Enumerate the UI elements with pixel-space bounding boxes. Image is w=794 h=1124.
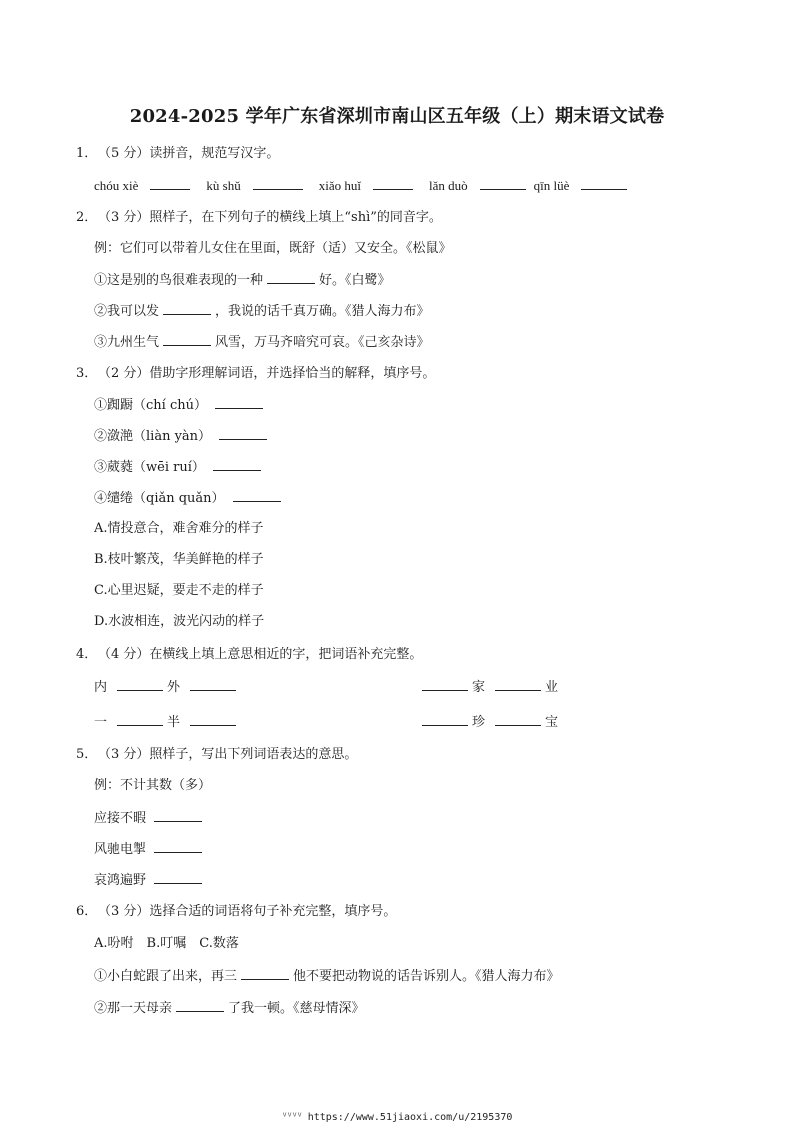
answer-blank[interactable]	[581, 176, 627, 190]
pinyin-item: chóu xiè	[94, 178, 139, 193]
question-3-prompt: 3．（2 分）借助字形理解词语，并选择恰当的解释，填序号。	[76, 364, 435, 384]
option-item: A.情投意合，难舍难分的样子	[94, 521, 264, 536]
question-2-prompt: 2．（3 分）照样子，在下列句子的横线上填上“shì”的同音字。	[76, 208, 442, 228]
answer-blank[interactable]	[267, 270, 315, 284]
option-item: D.水波相连，波光闪动的样子	[94, 614, 265, 629]
word-item: ③葳蕤（wēi ruí）	[94, 457, 265, 478]
answer-blank[interactable]	[219, 426, 267, 440]
word-fill-left: 内 外	[94, 677, 240, 698]
sentence-item: ②那一天母亲 了我一顿。《慈母情深》	[94, 998, 365, 1019]
question-6-prompt: 6．（3 分）选择合适的词语将句子补充完整，填序号。	[76, 902, 396, 922]
answer-blank[interactable]	[213, 457, 261, 471]
question-number: 5．	[76, 747, 98, 762]
example-text: 例：它们可以带着儿女住在里面，既舒（适）又安全。《松鼠》	[94, 241, 452, 256]
option-item: C.心里迟疑，要走不走的样子	[94, 583, 264, 598]
page-title: 2024-2025 学年广东省深圳市南山区五年级（上）期末语文试卷	[129, 106, 665, 127]
watermark-mark: ⱽⱽⱽⱽ	[281, 1112, 302, 1123]
answer-blank[interactable]	[495, 712, 541, 726]
answer-blank[interactable]	[422, 677, 468, 691]
footer-watermark	[0, 1112, 794, 1123]
idiom-item: 哀鸿遍野	[94, 870, 206, 891]
answer-blank[interactable]	[154, 839, 202, 853]
answer-blank[interactable]	[190, 712, 236, 726]
word-item: ④缱绻（qiǎn quǎn）	[94, 488, 285, 509]
answer-blank[interactable]	[215, 395, 263, 409]
word-item: ①踟蹰（chí chú）	[94, 395, 267, 416]
pinyin-row	[94, 176, 631, 196]
answer-blank[interactable]	[163, 332, 211, 346]
answer-blank[interactable]	[117, 677, 163, 691]
answer-blank[interactable]	[495, 677, 541, 691]
answer-blank[interactable]	[154, 808, 202, 822]
pinyin-item: lǎn duò	[428, 178, 468, 193]
answer-blank[interactable]	[154, 870, 202, 884]
example-text: 例：不计其数（多）	[94, 778, 212, 793]
answer-blank[interactable]	[241, 966, 289, 980]
question-number: 1．	[76, 146, 98, 161]
answer-blank[interactable]	[373, 176, 413, 190]
question-number: 3．	[76, 366, 98, 381]
question-5-prompt: 5．（3 分）照样子，写出下列词语表达的意思。	[76, 745, 357, 765]
question-number: 4．	[76, 647, 98, 662]
idiom-item: 风驰电掣	[94, 839, 206, 860]
option-item: B.枝叶繁茂，华美鲜艳的样子	[94, 552, 264, 567]
pinyin-item: kù shǔ	[206, 178, 241, 193]
word-fill-right: 家 业	[422, 677, 558, 698]
answer-blank[interactable]	[253, 176, 303, 190]
word-item: ②潋滟（liàn yàn）	[94, 426, 271, 447]
answer-blank[interactable]	[480, 176, 526, 190]
pinyin-item: qīn lüè	[533, 178, 570, 193]
question-number: 6．	[76, 904, 98, 919]
pinyin-item: xiǎo huǐ	[318, 178, 361, 193]
answer-blank[interactable]	[422, 712, 468, 726]
answer-blank[interactable]	[233, 488, 281, 502]
footer-link[interactable]: https://www.51jiaoxi.com/u/2195370	[307, 1112, 513, 1123]
answer-blank[interactable]	[163, 301, 211, 315]
question-4-prompt: 4．（4 分）在横线上填上意思相近的字，把词语补充完整。	[76, 645, 422, 665]
answer-blank[interactable]	[176, 998, 224, 1012]
answer-blank[interactable]	[117, 712, 163, 726]
question-number: 2．	[76, 210, 98, 225]
word-fill-right: 珍 宝	[422, 712, 558, 733]
question-1-prompt: 1．（5 分）读拼音，规范写汉字。	[76, 144, 279, 164]
idiom-item: 应接不暇	[94, 808, 206, 829]
answer-blank[interactable]	[150, 176, 190, 190]
sentence-item: ①这是别的鸟很难表现的一种 好。《白鹭》	[94, 270, 391, 291]
answer-blank[interactable]	[190, 677, 236, 691]
word-fill-left: 一 半	[94, 712, 240, 733]
option-list: A.吩咐 B.叮嘱 C.数落	[94, 936, 239, 951]
sentence-item: ②我可以发 ，我说的话千真万确。《猎人海力布》	[94, 301, 430, 322]
sentence-item: ③九州生气 风雪，万马齐喑究可哀。《己亥杂诗》	[94, 332, 430, 353]
sentence-item: ①小白蛇跟了出来，再三 他不要把动物说的话告诉别人。《猎人海力布》	[94, 966, 560, 987]
